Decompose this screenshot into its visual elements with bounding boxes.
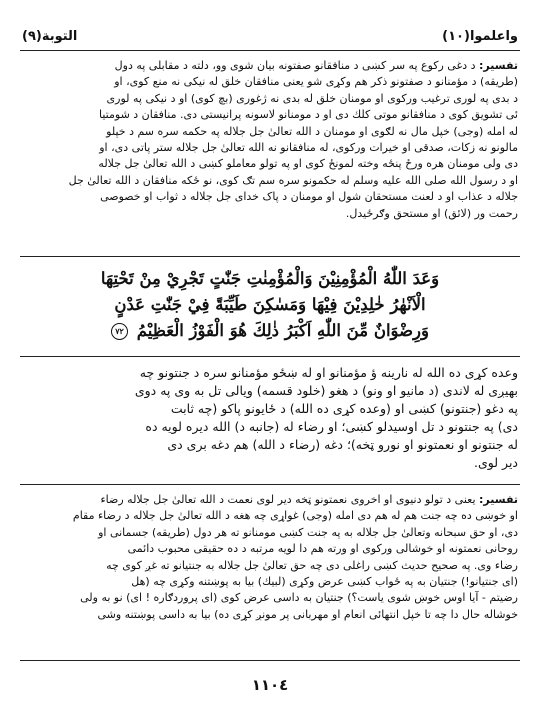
tafsir-line: تفسير: د دغى ركوع په سر كښى د منافقانو صفتونه بيان شوى وو، دلته د مقابلى په دول (114, 59, 518, 72)
footer-rule (20, 660, 520, 661)
page-number: ۱۱۰٤ (251, 676, 289, 694)
tafsir-line: رضاء وى. په صحيح حديث كښى راغلى دى چه حق تعالىٰ جل جلاله به جنتيانو ته غږ كوى چه (106, 558, 518, 572)
tafsir-top (22, 58, 518, 222)
ayah-line: وَرِضْوَانٌ مِّنَ اللّٰهِ اَكْبَرُ ذٰلِكَ هُوَ الْفَوْزُ الْعَظِيْمُ ۷۲ (40, 318, 500, 344)
tafsir-line: (طريقه) د مؤمنانو د صفتونو ذكر هم وكړى شو يعنى منافقان خلق له نيكى نه منع كوى، او (114, 75, 518, 89)
ayah-number: ۷۲ (111, 323, 128, 340)
page-header (22, 26, 518, 48)
translation-line: دى) په جنتونو د تل اوسيدلو كښى؛ او رضاء له (جانبه د) الله ديره لويه ده (145, 419, 518, 434)
tafsir-line: ئى تشويق كوى د منافقانو موتى كلك دى او د مومنانو لاسونه پرانيستى دى. منافقان د شومتيا (99, 108, 518, 122)
juz-title: واعلموا(۱۰) (442, 29, 518, 44)
tafsir-bottom (22, 492, 518, 623)
tafsir-line: رحمت ور (لائق) او مستحق وګرځيدل. (345, 206, 518, 220)
tafsir-label: تفسير: (479, 493, 518, 506)
tafsir-line: او خوښى ده چه جنت هم له هم دى امله (وجى) غواړى چه هغه د الله تعالىٰ جل جلاله د رضاء مقام (72, 509, 518, 523)
translation-line: وعده كړى ده الله له نارينه ؤ مؤمنانو او له ښځو مؤمنانو سره د جنتونو چه (139, 365, 518, 380)
surah-title: التوبة(۹) (22, 29, 78, 44)
tafsir-label: تفسير: (479, 59, 518, 72)
tafsir-line: د بدى په لورى ترغيب وركوى او مومنان خلق له بدى نه ژغورى (بچ كوى) او د نيكى په لورى (106, 91, 518, 105)
tafsir-line: تفسير: يعنى د تولو دنيوى او اخروى نعمتونو ټخه دير لوى نعمت د الله تعالىٰ جل جلاله رضاء (100, 493, 518, 506)
tafsir-line: له امله (وجى) خپل مال نه لګوى او مومنان د الله تعالىٰ جل جلاله په حكمه سره سم د خپلو (106, 124, 518, 138)
tafsir-line: دى، او حق سبحانه وتعالىٰ جل جلاله به په جنت كښى مومنانو ته هر دول (طريقه) جسمانى او (98, 525, 518, 539)
quran-ayah (40, 266, 500, 348)
tafsir-line: خوشاله حال دا چه تا خپل انتهائى انعام او مهربانى پر مونږ كړى ده) بيا به داسى پوښتنه وشى (97, 607, 518, 621)
translation-line: دير لوى. (474, 455, 518, 470)
header-rule (20, 50, 520, 51)
tafsir-line: دى ولى مومنان هره ورځ پنځه وخته لمونځ كوى او په تولو معاملو كښى د الله تعالىٰ جل جلاله (98, 157, 518, 171)
translation-line: په دغو (جنتونو) كښى او (وعده كړى ده الله) د ځايونو پاكو (چه ثابت (170, 401, 518, 416)
translation-line: له جنتونو او نعمتونو او نورو ټخه)؛ دغه (رضاء د الله) هم دغه برى دى (167, 437, 518, 452)
section-rule (20, 356, 520, 357)
ayah-line: الْاَنْهٰرُ خٰلِدِيْنَ فِيْهَا وَمَسٰكِنَ طَيِّبَةً فِيْ جَنّٰتِ عَدْنٍ (114, 295, 426, 314)
translation (22, 364, 518, 472)
tafsir-line: روحانى نعمتونه او خوشالى وركوى او ورته هم دا لويه مرتبه د ده حقيقى محبوب دائمى (127, 542, 518, 556)
tafsir-line: جلاله د عذاب او د لعنت مستحقان شول او مومنان د پاک خداى جل جلاله د ثواب او خصوصى (100, 190, 518, 204)
section-rule (20, 256, 520, 257)
tafsir-line: (اى جنتيانو!) جنتيان به په ځواب كښى عرض وكړى (لبيك) بيا به پوښتنه وكړى چه (هل (131, 575, 518, 589)
tafsir-line: مالونو نه زكات، صدقى او خيرات وركوى، له منافقانو نه الله تعالىٰ جل جلاله ستر پاتى دى، او (99, 141, 518, 155)
tafsir-line: او د رسول الله صلى الله عليه وسلم له حكمونو سره سم تګ كوى، نو ځكه منافقان د الله تعالىٰ جل (68, 173, 518, 187)
section-rule (20, 484, 520, 485)
ayah-line: وَعَدَ اللّٰهُ الْمُؤْمِنِيْنَ وَالْمُؤْمِنٰتِ جَنّٰتٍ تَجْرِيْ مِنْ تَحْتِهَا (100, 269, 440, 288)
translation-line: بهيږى له لاندى (د مانيو او ونو) د هغو (خلود قسمه) ويالى تل به وى په دوى (134, 383, 518, 398)
tafsir-line: رضيتم - آيا اوس خوښ شوى ياست؟) جنتيان به داسى عرض كوى (اى پروردګاره ! اى) نو به ولى (80, 591, 518, 605)
